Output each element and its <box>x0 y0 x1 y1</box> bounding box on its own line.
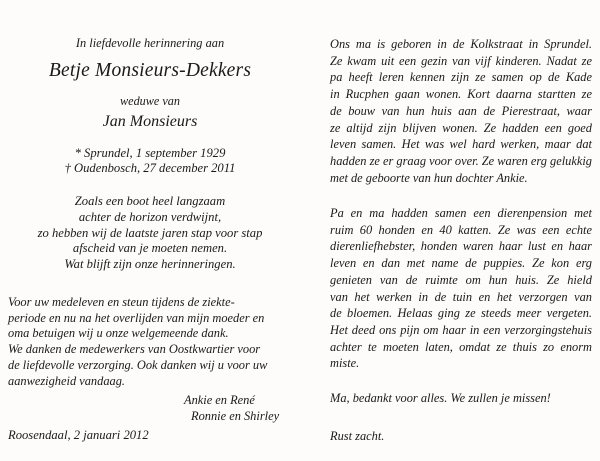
biography-line: achter te moeten laten, omdat ze thuis zo enorm <box>330 339 592 354</box>
poem-line: Zoals een boot heel langzaam <box>74 194 226 208</box>
thanks-line: We danken de medewerkers van Oostkwartier voor <box>8 342 261 357</box>
biography-line: van het werken in de tuin en het verzorgen van <box>330 289 592 304</box>
husband-name: Jan Monsieurs <box>102 113 198 130</box>
poem-line: zo hebben wij de laatste jaren stap voor stap <box>37 225 263 240</box>
biography-line: Het deed ons pijn om haar in een verzorgingstehuis <box>330 322 592 337</box>
signature <box>184 393 279 424</box>
thanks-line: periode en nu na het overlijden van mijn moeder en <box>8 310 265 325</box>
closing-text: Ma, bedankt voor alles. We zullen je missen! <box>330 391 551 405</box>
biography-line: Ze kwam uit een gezin van vijf kinderen. Nadat ze <box>330 53 592 68</box>
biography-line: leven en dan met name de puppies. Ze kon erg <box>330 256 592 271</box>
birth-line: * Sprundel, 1 september 1929 <box>74 146 226 160</box>
intro-line: In liefdevolle herinnering aan <box>75 36 225 50</box>
rest-line <box>330 428 592 445</box>
widow-of-label: weduwe van <box>120 94 180 108</box>
rest-text: Rust zacht. <box>330 429 385 443</box>
thanks-paragraph <box>8 295 267 389</box>
biography-line: dierenliefhebster, honden waren haar lust en haar <box>330 239 592 254</box>
death-line: † Oudenbosch, 27 december 2011 <box>64 161 236 175</box>
biography-line: met de geboorte van hun dochter Ankie. <box>330 170 528 185</box>
thanks-line: Voor uw medeleven en steun tijdens de ziekte- <box>8 295 235 309</box>
biography-line: de bouw van hun huis aan de Pierestraat, waar <box>330 103 592 118</box>
thanks-line: oma betuigen wij u onze welgemeende dank. <box>8 326 229 341</box>
biography-line: ze altijd zijn blijven wonen. Ze hadden een goed <box>330 120 592 135</box>
signature-line: Ronnie en Shirley <box>191 408 280 423</box>
biography-line: de bloemen. Helaas ging ze steeds meer vergeten. <box>330 306 592 321</box>
biography-line: pa heeft leren kennen zijn ze samen op de Kade <box>330 70 592 85</box>
place-date: Roosendaal, 2 januari 2012 <box>8 428 149 442</box>
biography-line: genieten van de ruimte om hun huis. Ze hield <box>330 272 592 287</box>
biography-line: ruim 60 honden en 40 katten. Ze was een echte <box>330 222 592 237</box>
biography-line: miste. <box>330 356 360 371</box>
thanks-line: aanwezigheid vandaag. <box>8 373 126 388</box>
biography-paragraph-2 <box>330 205 592 372</box>
signature-line: Ankie en René <box>184 393 255 407</box>
biography-paragraph-1 <box>330 36 592 186</box>
poem-line: achter de horizon verdwijnt, <box>78 209 222 224</box>
biography-line: hadden ze er graag voor over. Ze waren erg gelukkig <box>330 153 592 168</box>
biography-line: Ons ma is geboren in de Kolkstraat in Sprundel. <box>330 37 592 51</box>
closing-line <box>330 390 592 407</box>
thanks-line: de liefdevolle verzorging. Ook danken wij u voor uw <box>8 357 268 372</box>
biography-line: leven samen. Het was wel hard werken, maar dat <box>330 137 592 152</box>
poem-line: Wat blijft zijn onze herinneringen. <box>64 257 236 272</box>
biography-line: Pa en ma hadden samen een dierenpension met <box>330 206 592 220</box>
poem-line: afscheid van je moeten nemen. <box>72 241 228 256</box>
poem <box>0 194 300 273</box>
deceased-name: Betje Monsieurs-Dekkers <box>48 60 252 81</box>
biography-line: in Rucphen gaan wonen. Kort daarna startten ze <box>330 87 592 102</box>
